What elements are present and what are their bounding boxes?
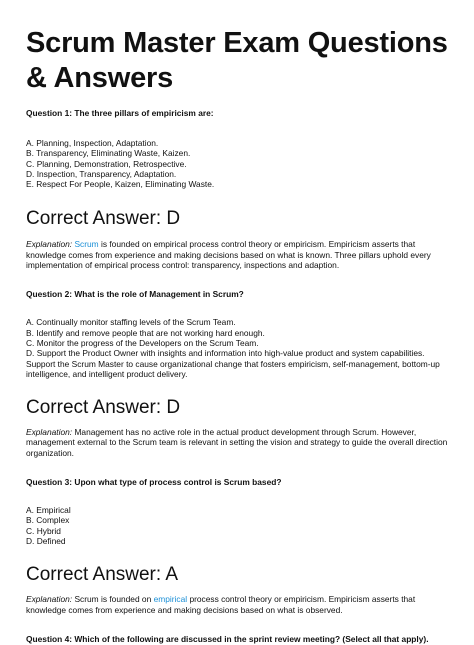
- option: C. Hybrid: [26, 525, 61, 536]
- explanation-label: Explanation:: [26, 594, 73, 605]
- option: E. Respect For People, Kaizen, Eliminating Waste.: [26, 179, 215, 190]
- option: A. Empirical: [26, 505, 71, 516]
- question-2-options: [26, 317, 448, 379]
- correct-answer-2: Correct Answer: D: [26, 397, 181, 419]
- explanation-2: [26, 427, 448, 458]
- explanation-pre-text: Scrum is founded on: [74, 594, 152, 605]
- option: D. Support the Product Owner with insights and information into high-value product and system capabilities. Support the Scrum Master to cause organizational change that fosters empiricism, self-management, bottom-up intelligence, and intelligent product delivery.: [26, 348, 440, 379]
- title-line-2: & Answers: [26, 62, 174, 94]
- option: A. Continually monitor staffing levels of the Scrum Team.: [26, 317, 236, 328]
- explanation-label: Explanation:: [26, 239, 73, 250]
- explanation-1: [26, 239, 448, 270]
- explanation-3: [26, 594, 448, 615]
- question-3: Question 3: Upon what type of process control is Scrum based?: [26, 477, 282, 488]
- option: C. Planning, Demonstration, Retrospective.: [26, 158, 187, 169]
- question-1-options: [26, 138, 448, 189]
- scrum-link[interactable]: Scrum: [74, 239, 99, 250]
- explanation-label: Explanation:: [26, 427, 73, 438]
- question-3-options: [26, 505, 448, 546]
- option: A. Planning, Inspection, Adaptation.: [26, 138, 159, 148]
- correct-answer-1: Correct Answer: D: [26, 208, 181, 230]
- explanation-text: process control theory or empiricism. Empiricism asserts that knowledge comes from experience and making decisions based on what is observed.: [26, 594, 416, 615]
- option: B. Identify and remove people that are not working hard enough.: [26, 327, 265, 338]
- question-1: Question 1: The three pillars of empiricism are:: [26, 108, 214, 118]
- correct-answer-3: Correct Answer: A: [26, 564, 179, 586]
- option: D. Inspection, Transparency, Adaptation.: [26, 168, 177, 179]
- question-2: Question 2: What is the role of Management in Scrum?: [26, 289, 244, 300]
- option: C. Monitor the progress of the Developers on the Scrum Team.: [26, 337, 259, 348]
- title-line-1: Scrum Master Exam Questions: [26, 27, 448, 59]
- option: B. Complex: [26, 515, 70, 526]
- option: D. Defined: [26, 535, 66, 546]
- empirical-link[interactable]: empirical: [153, 594, 188, 605]
- explanation-text: is founded on empirical process control theory or empiricism. Empiricism asserts that knowledge comes from experience and making decisions based on what is known. Three pillars uphold every implementation of empirical process control: transparency, inspections and adaption.: [26, 239, 431, 271]
- option: B. Transparency, Eliminating Waste, Kaizen.: [26, 148, 191, 159]
- explanation-text: Management has no active role in the actual product development through Scrum. However, management external to the Scrum team is relevant in setting the vision and strategy to guide the overall direction organization.: [26, 427, 448, 458]
- question-4: Question 4: Which of the following are discussed in the sprint review meeting? (Select all that apply).: [26, 633, 429, 644]
- page-title: [26, 26, 448, 96]
